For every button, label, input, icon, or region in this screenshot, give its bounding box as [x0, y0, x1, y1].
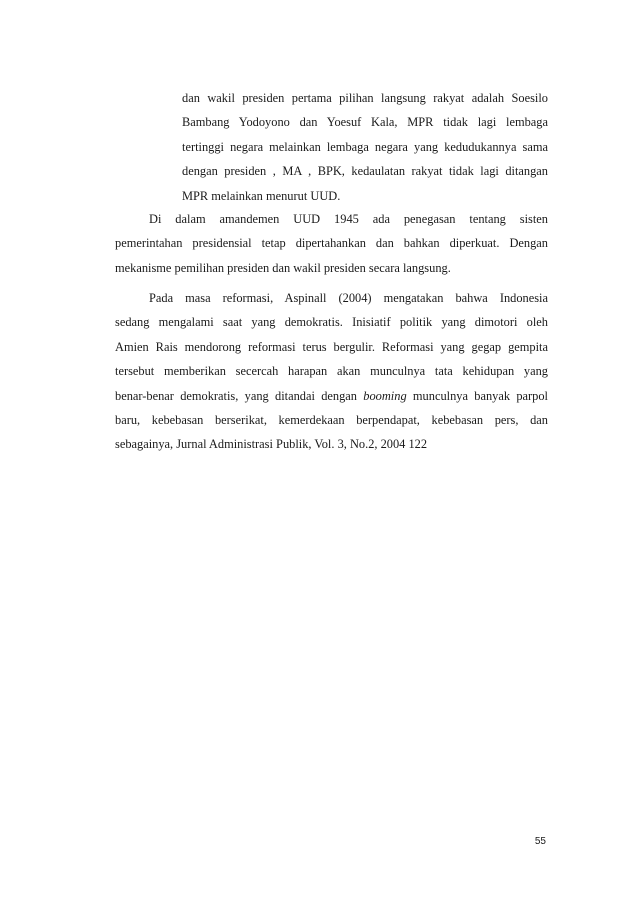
- text-line: MPR melainkan menurut UUD.: [182, 188, 341, 203]
- paragraph-2: [115, 286, 548, 457]
- text-line: Bambang Yodoyono dan Yoesuf Kala, MPR tidak lagi lembaga: [182, 115, 548, 130]
- text-line: mekanisme pemilihan presiden dan wakil presiden secara langsung.: [115, 260, 451, 275]
- text-line: tersebut memberikan secercah harapan akan munculnya tata kehidupan yang: [115, 364, 548, 379]
- text-line: tertinggi negara melainkan lembaga negara yang kedudukannya sama: [182, 139, 548, 154]
- text-line: sedang mengalami saat yang demokratis. Inisiatif politik yang dimotori oleh: [115, 315, 548, 330]
- text-line: Amien Rais mendorong reformasi terus bergulir. Reformasi yang gegap gempita: [115, 339, 548, 354]
- text-line: dengan presiden , MA , BPK, kedaulatan rakyat tidak lagi ditangan: [182, 164, 548, 179]
- page-number: 55: [534, 836, 546, 847]
- text-line: Pada masa reformasi, Aspinall (2004) mengatakan bahwa Indonesia: [149, 291, 548, 305]
- text-line: sebagainya, Jurnal Administrasi Publik, Vol. 3, No.2, 2004 122: [115, 437, 428, 452]
- text-line: dan wakil presiden pertama pilihan langsung rakyat adalah Soesilo: [182, 91, 548, 105]
- text-segment: benar-benar demokratis, yang ditandai dengan: [115, 388, 364, 403]
- text-segment: munculnya banyak parpol: [406, 388, 548, 403]
- text-line-with-italic: [115, 384, 548, 408]
- indented-block: [182, 86, 548, 208]
- italic-term: booming: [363, 388, 407, 403]
- text-line: pemerintahan presidensial tetap dipertahankan dan bahkan diperkuat. Dengan: [115, 236, 548, 251]
- text-line: baru, kebebasan berserikat, kemerdekaan berpendapat, kebebasan pers, dan: [115, 413, 548, 428]
- text-line: Di dalam amandemen UUD 1945 ada penegasan tentang sisten: [149, 212, 548, 226]
- paragraph-1: [115, 207, 548, 280]
